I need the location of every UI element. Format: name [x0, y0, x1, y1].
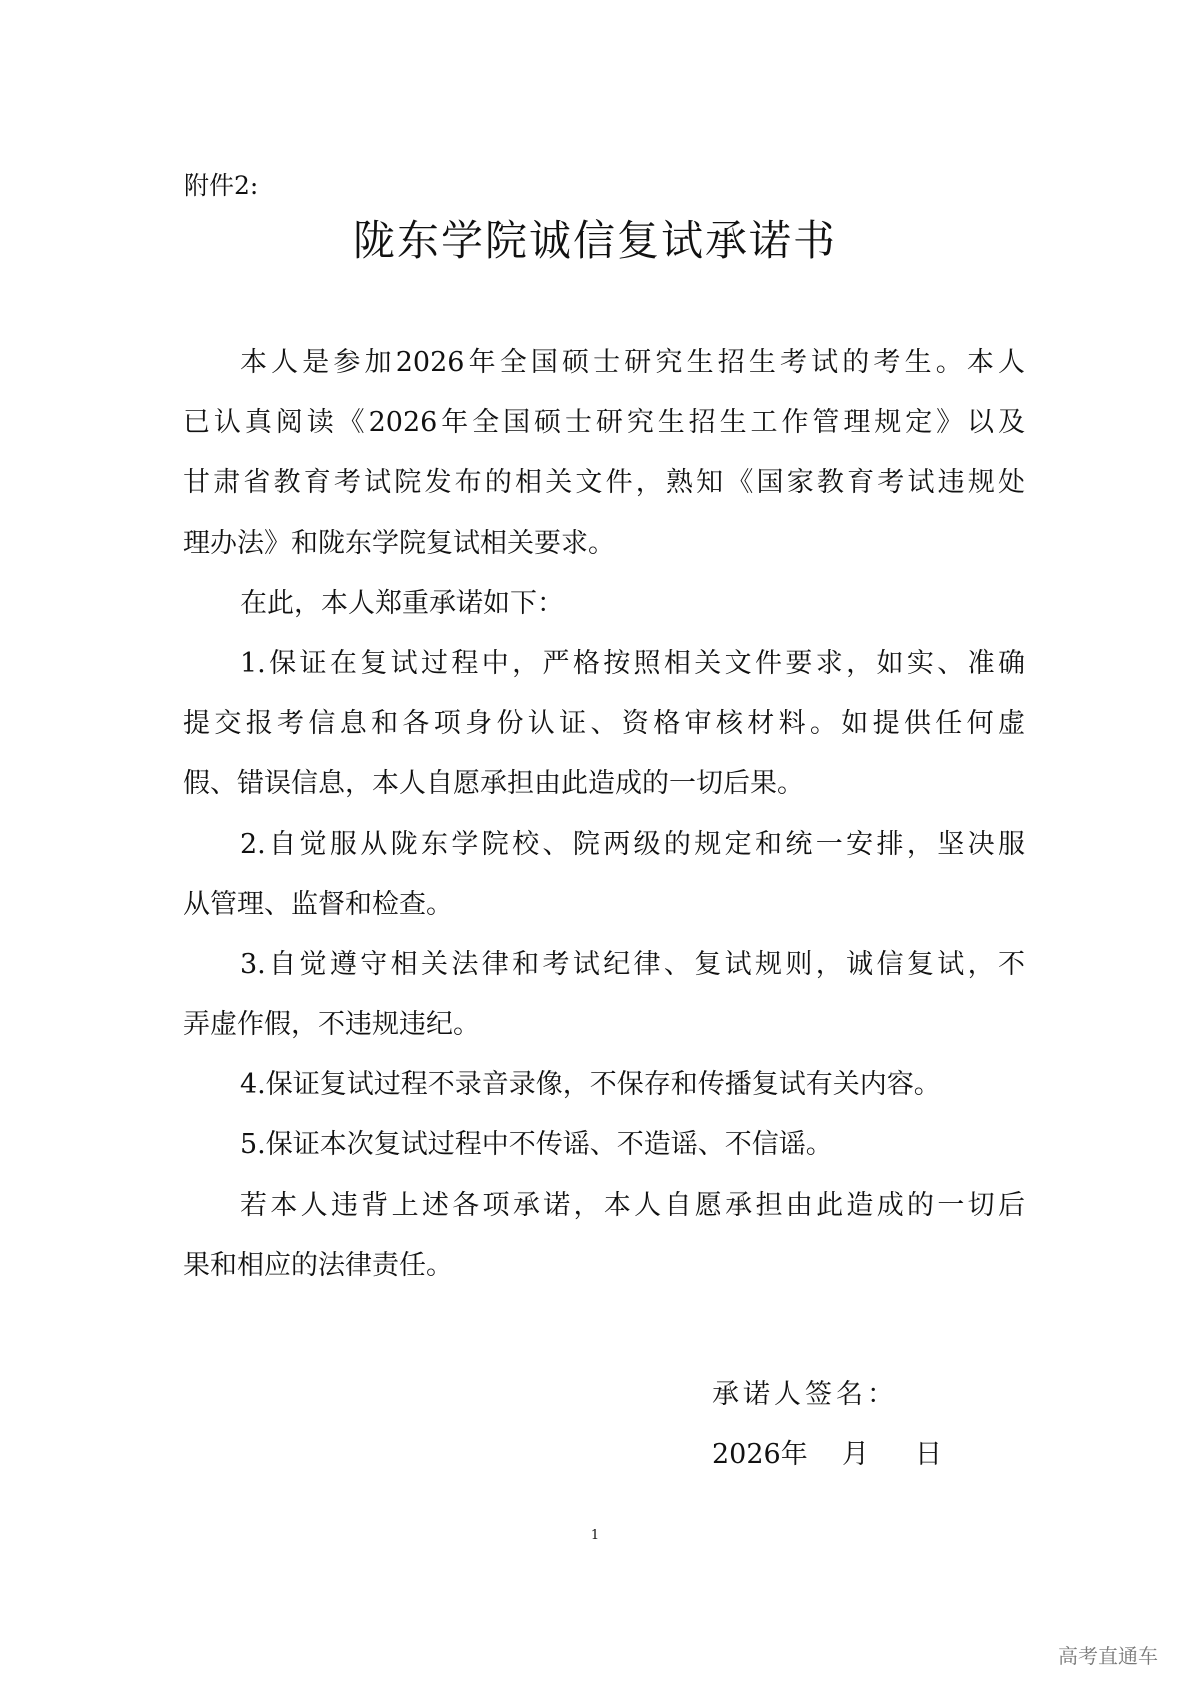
date-line: [712, 1432, 942, 1471]
date-month: 月: [842, 1439, 869, 1470]
paragraph: [183, 644, 1025, 825]
paragraph-line: 果和相应的法律责任。: [183, 1249, 453, 1281]
paragraph-line: 3.自觉遵守相关法律和考试纪律、复试规则，诚信复试，不: [240, 948, 1025, 980]
paragraph-line: 本人是参加2026年全国硕士研究生招生考试的考生。本人: [240, 347, 1025, 378]
signature-label: 承诺人签名：: [712, 1379, 898, 1410]
paragraph-line: 已认真阅读《2026年全国硕士研究生招生工作管理规定》以及: [183, 407, 1025, 439]
paragraph: [183, 1065, 1025, 1125]
paragraph: [183, 1125, 1025, 1185]
document-body: [183, 343, 1025, 1306]
paragraph-line: 甘肃省教育考试院发布的相关文件，熟知《国家教育考试违规处: [183, 467, 1025, 499]
paragraph-line: 假、错误信息，本人自愿承担由此造成的一切后果。: [183, 768, 804, 800]
page-number: 1: [590, 1528, 600, 1543]
paragraph: [183, 825, 1025, 945]
paragraph-line: 从管理、监督和检查。: [183, 888, 453, 920]
date-year: 2026年: [712, 1439, 808, 1470]
paragraph-line: 弄虚作假，不违规违纪。: [183, 1009, 480, 1041]
paragraph-line: 在此，本人郑重承诺如下：: [240, 587, 564, 619]
paragraph-line: 提交报考信息和各项身份认证、资格审核材料。如提供任何虚: [183, 708, 1025, 740]
paragraph-line: 2.自觉服从陇东学院校、院两级的规定和统一安排，坚决服: [240, 828, 1025, 860]
paragraph-line: 理办法》和陇东学院复试相关要求。: [183, 527, 615, 559]
paragraph: [183, 343, 1025, 584]
paragraph: [183, 1186, 1025, 1306]
watermark: 高考直通车: [1058, 1644, 1158, 1668]
paragraph-line: 1.保证在复试过程中，严格按照相关文件要求，如实、准确: [240, 647, 1025, 679]
paragraph-line: 4.保证复试过程不录音录像，不保存和传播复试有关内容。: [240, 1069, 941, 1101]
paragraph-line: 5.保证本次复试过程中不传谣、不造谣、不信谣。: [240, 1129, 833, 1161]
paragraph: [183, 945, 1025, 1065]
attachment-label: 附件2:: [184, 171, 259, 200]
document-title: 陇东学院诚信复试承诺书: [352, 216, 837, 265]
date-day: 日: [915, 1439, 942, 1470]
paragraph-line: 若本人违背上述各项承诺，本人自愿承担由此造成的一切后: [240, 1189, 1025, 1221]
paragraph: [183, 584, 1025, 644]
